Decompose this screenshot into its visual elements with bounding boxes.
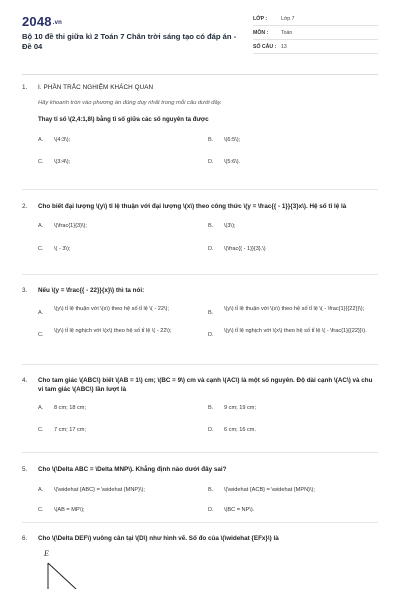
question-number: 3. bbox=[22, 287, 28, 294]
option-letter: A. bbox=[38, 487, 44, 493]
meta-key: SỐ CÂU : bbox=[253, 43, 277, 50]
triangle-figure bbox=[44, 549, 378, 589]
option-c[interactable] bbox=[38, 158, 208, 166]
option-b[interactable] bbox=[208, 404, 378, 412]
option-text: \(5:6\). bbox=[224, 159, 241, 165]
option-d[interactable] bbox=[208, 426, 378, 434]
option-text: \(\frac{1}{3}\); bbox=[54, 223, 87, 229]
option-letter: D. bbox=[208, 427, 214, 433]
option-letter: C. bbox=[38, 246, 44, 252]
option-text: \( - 3\); bbox=[54, 246, 71, 252]
meta-table bbox=[253, 12, 378, 54]
option-letter: D. bbox=[208, 332, 214, 338]
option-letter: A. bbox=[38, 405, 44, 411]
question-6 bbox=[22, 523, 378, 589]
section-title: I. PHẦN TRẮC NGHIỆM KHÁCH QUAN bbox=[38, 84, 154, 91]
question-text: Nếu \(y = \frac{{ - 22}}{x}\) thì ta nói: bbox=[38, 287, 145, 294]
option-text: \(BC = NP\). bbox=[224, 507, 255, 513]
option-text: \(AB = MP\); bbox=[54, 507, 85, 513]
option-d[interactable] bbox=[208, 245, 378, 253]
option-letter: D. bbox=[208, 507, 214, 513]
question-number: 2. bbox=[22, 203, 28, 210]
option-text: \(y\) tỉ lệ thuận với \(x\) theo hệ số tỉ lệ \( - \frac{1}{{22}}\); bbox=[224, 306, 365, 312]
question-2 bbox=[22, 190, 378, 275]
option-letter: B. bbox=[208, 310, 214, 316]
meta-value: Lớp 7 bbox=[281, 15, 295, 22]
meta-key: LỚP : bbox=[253, 15, 268, 22]
option-letter: B. bbox=[208, 137, 214, 143]
question-1 bbox=[22, 80, 378, 190]
options-grid bbox=[38, 486, 378, 514]
option-b[interactable] bbox=[208, 305, 378, 317]
option-c[interactable] bbox=[38, 426, 208, 434]
option-a[interactable] bbox=[38, 305, 208, 317]
option-a[interactable] bbox=[38, 486, 208, 494]
option-text: \(\widehat {ABC} = \widehat {MNP}\); bbox=[54, 487, 145, 493]
option-text: \(6:5\); bbox=[224, 137, 241, 143]
option-text: \(y\) tỉ lệ thuận với \(x\) theo hệ số tỉ lệ \( - 22\); bbox=[54, 306, 169, 312]
option-b[interactable] bbox=[208, 486, 378, 494]
option-letter: C. bbox=[38, 427, 44, 433]
option-letter: C. bbox=[38, 332, 44, 338]
option-letter: D. bbox=[208, 159, 214, 165]
option-c[interactable] bbox=[38, 327, 208, 339]
question-number: 5. bbox=[22, 466, 28, 473]
meta-key: MÔN : bbox=[253, 29, 269, 36]
question-head bbox=[22, 190, 378, 211]
option-text: 7 cm; 17 cm; bbox=[54, 427, 87, 433]
option-a[interactable] bbox=[38, 222, 208, 230]
option-a[interactable] bbox=[38, 136, 208, 144]
question-3 bbox=[22, 275, 378, 365]
option-text: \(3:4\); bbox=[54, 159, 71, 165]
meta-row-subject bbox=[253, 26, 378, 40]
triangle-drawing bbox=[44, 549, 104, 589]
instruction-note: Hãy khoanh tròn vào phương án đúng duy nhất trong mỗi câu dưới đây. bbox=[38, 100, 222, 106]
option-text: \(3\); bbox=[224, 223, 236, 229]
option-a[interactable] bbox=[38, 404, 208, 412]
option-letter: B. bbox=[208, 405, 214, 411]
site-logo[interactable] bbox=[22, 14, 62, 29]
option-letter: B. bbox=[208, 223, 214, 229]
option-b[interactable] bbox=[208, 136, 378, 144]
option-text: 6 cm; 16 cm. bbox=[224, 427, 257, 433]
option-letter: B. bbox=[208, 487, 214, 493]
option-d[interactable] bbox=[208, 158, 378, 166]
question-text: Cho \(\Delta DEF\) vuông cân tại \(D\) như hình vẽ. Số đo của \(\widehat {EFx}\) là bbox=[38, 535, 279, 542]
options-grid bbox=[38, 404, 378, 434]
options-grid bbox=[38, 305, 378, 339]
question-4 bbox=[22, 365, 378, 453]
question-text: Cho tam giác \(ABC\) biết \(AB = 1\) cm; \(BC = 9\) cm và cạnh \(AC\) là một số nguyên. Độ dài cạnh \(AC\) và chu vi tam giác \(ABC\) lần lượt là bbox=[38, 377, 373, 393]
options-grid bbox=[38, 136, 378, 166]
option-letter: C. bbox=[38, 507, 44, 513]
option-text: \(y\) tỉ lệ nghịch với \(x\) theo hệ số tỉ lệ \( - 22\); bbox=[54, 328, 172, 334]
vertex-label-e: E bbox=[44, 549, 49, 558]
option-c[interactable] bbox=[38, 506, 208, 514]
option-letter: A. bbox=[38, 137, 44, 143]
option-text: 9 cm; 19 cm; bbox=[224, 405, 257, 411]
question-head bbox=[22, 365, 378, 394]
triangle-side-ef bbox=[48, 563, 76, 589]
option-letter: C. bbox=[38, 159, 44, 165]
logo-tld: .vn bbox=[52, 19, 63, 26]
option-text: \(\frac{{ - 1}}{3}.\) bbox=[224, 246, 266, 252]
option-letter: D. bbox=[208, 246, 214, 252]
question-5 bbox=[22, 453, 378, 523]
option-d[interactable] bbox=[208, 506, 378, 514]
option-text: 8 cm; 18 cm; bbox=[54, 405, 87, 411]
option-text: \(\widehat {ACB} = \widehat {MPN}\); bbox=[224, 487, 315, 493]
meta-row-class bbox=[253, 12, 378, 26]
question-number: 1. bbox=[22, 84, 28, 91]
question-head bbox=[22, 453, 378, 474]
page-header bbox=[0, 0, 400, 72]
meta-row-count bbox=[253, 40, 378, 54]
meta-value: Toán bbox=[281, 29, 293, 36]
option-letter: A. bbox=[38, 223, 44, 229]
option-c[interactable] bbox=[38, 245, 208, 253]
logo-text: 2048 bbox=[22, 14, 52, 29]
question-head bbox=[22, 80, 378, 92]
question-text: Thay tỉ số \(2,4:1,8\) bằng tỉ số giữa các số nguyên ta được bbox=[38, 116, 209, 123]
option-text: \(y\) tỉ lệ nghịch với \(x\) theo hệ số tỉ lệ \( - \frac{1}{{22}}\). bbox=[224, 328, 367, 334]
option-d[interactable] bbox=[208, 327, 378, 339]
option-text: \(4:3\); bbox=[54, 137, 71, 143]
option-letter: A. bbox=[38, 310, 44, 316]
meta-value: 13 bbox=[281, 43, 287, 50]
question-number: 4. bbox=[22, 377, 28, 384]
question-list bbox=[22, 80, 378, 589]
question-text: Cho biết đại lượng \(y\) tỉ lệ thuận với đại lượng \(x\) theo công thức \(y = \frac{{ - 1}}{3}x\). Hệ số tỉ lệ là bbox=[38, 203, 347, 210]
options-grid bbox=[38, 222, 378, 253]
header-divider bbox=[22, 74, 378, 75]
question-text: Cho \(\Delta ABC = \Delta MNP\). Khẳng định nào dưới đây sai? bbox=[38, 466, 227, 473]
question-head bbox=[22, 523, 378, 543]
option-b[interactable] bbox=[208, 222, 378, 230]
document-title: Bộ 10 đề thi giữa kì 2 Toán 7 Chân trời sáng tạo có đáp án - Đề 04 bbox=[22, 32, 237, 51]
question-number: 6. bbox=[22, 535, 28, 542]
question-head bbox=[22, 275, 378, 295]
